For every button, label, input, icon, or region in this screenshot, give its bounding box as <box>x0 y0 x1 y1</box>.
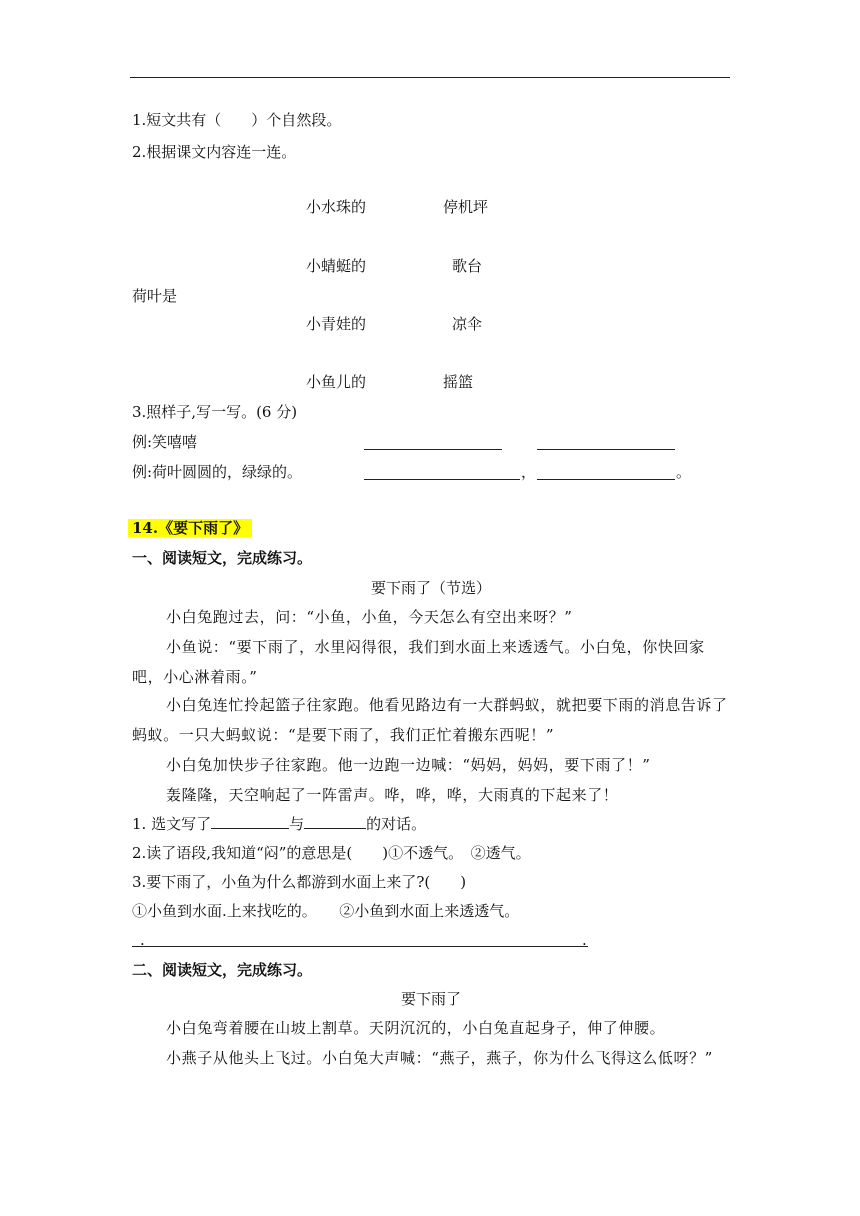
match-right-4: 摇篮 <box>443 373 474 391</box>
part2-paragraph-2: 小燕子从他头上飞过。小白兔大声喊：“燕子，燕子，你为什么飞得这么低呀？” <box>166 1049 713 1067</box>
part1-heading: 一、阅读短文，完成练习。 <box>132 549 313 567</box>
example-2: 例:荷叶圆圆的，绿绿的。 <box>132 463 303 481</box>
part1-paragraph-4: 小白兔加快步子往家跑。他一边跑一边喊：“妈妈，妈妈，要下雨了！” <box>166 756 651 774</box>
part1-q1-blank-a[interactable] <box>211 814 289 829</box>
match-left-3: 小青娃的 <box>306 315 367 333</box>
part1-paragraph-3: 小白兔连忙拎起篮子往家跑。他看见路边有一大群蚂蚁，就把要下雨的消息告诉了蚂蚁。一只大蚂蚁说：“是要下雨了，我们正忙着搬东西呢！” <box>132 696 728 744</box>
answer-line-dot-right: . <box>582 931 587 949</box>
part2-heading: 二、阅读短文，完成练习。 <box>132 961 313 979</box>
lesson-title-highlight: 14.《要下雨了》 <box>128 519 252 537</box>
question-3: 3.照样子,写一写。(6 分) <box>132 403 298 421</box>
answer-blank-2a[interactable] <box>364 479 520 480</box>
part1-paragraph-2: 小鱼说：“要下雨了，水里闷得很，我们到水面上来透透气。小白兔，你快回家吧，小心淋着雨。” <box>132 638 705 686</box>
match-left-4: 小鱼儿的 <box>306 373 367 391</box>
question-2: 2.根据课文内容连一连。 <box>132 143 297 161</box>
part1-q3-options: ①小鱼到水面.上来找吃的。 ②小鱼到水面上来透透气。 <box>132 902 520 920</box>
part1-q1-blank-b[interactable] <box>304 814 366 829</box>
part1-passage-title: 要下雨了（节选） <box>370 579 491 597</box>
part1-question-2: 2.读了语段,我知道“闷”的意思是( )①不透气。 ②透气。 <box>132 844 531 862</box>
period-mark: 。 <box>676 463 692 481</box>
part1-paragraph-5: 轰隆隆，天空响起了一阵雷声。哗，哗，哗，大雨真的下起来了！ <box>166 786 619 804</box>
part1-q1-prefix: 1. 选文写了 <box>132 815 212 833</box>
match-right-1: 停机坪 <box>443 198 489 216</box>
answer-line-dot-left: . <box>140 931 145 949</box>
match-right-3: 凉伞 <box>452 315 483 333</box>
example-1: 例:笑嘻嘻 <box>132 433 198 451</box>
answer-blank-1b[interactable] <box>537 449 675 450</box>
match-left-1: 小水珠的 <box>306 198 367 216</box>
part1-q1-suffix: 的对话。 <box>366 815 427 833</box>
part2-passage-title: 要下雨了 <box>400 990 461 1008</box>
question-1: 1.短文共有（ ）个自然段。 <box>132 111 342 129</box>
part1-question-1 <box>132 814 426 834</box>
match-right-2: 歌台 <box>452 257 483 275</box>
match-term: 荷叶是 <box>132 287 178 305</box>
part1-q1-middle: 与 <box>289 815 305 833</box>
answer-line[interactable] <box>132 946 588 947</box>
lesson-title <box>128 518 252 538</box>
part2-paragraph-1: 小白兔弯着腰在山坡上割草。天阴沉沉的，小白兔直起身子，伸了伸腰。 <box>166 1019 666 1037</box>
part1-paragraph-1: 小白兔跑过去，问：“小鱼，小鱼，今天怎么有空出来呀？” <box>166 608 573 626</box>
comma-mark: ， <box>521 463 537 481</box>
part1-question-3: 3.要下雨了，小鱼为什么都游到水面上来了?( ) <box>132 873 467 891</box>
answer-blank-1a[interactable] <box>364 449 502 450</box>
header-rule <box>130 77 730 78</box>
answer-blank-2b[interactable] <box>537 479 675 480</box>
match-left-2: 小蜻蜓的 <box>306 257 367 275</box>
